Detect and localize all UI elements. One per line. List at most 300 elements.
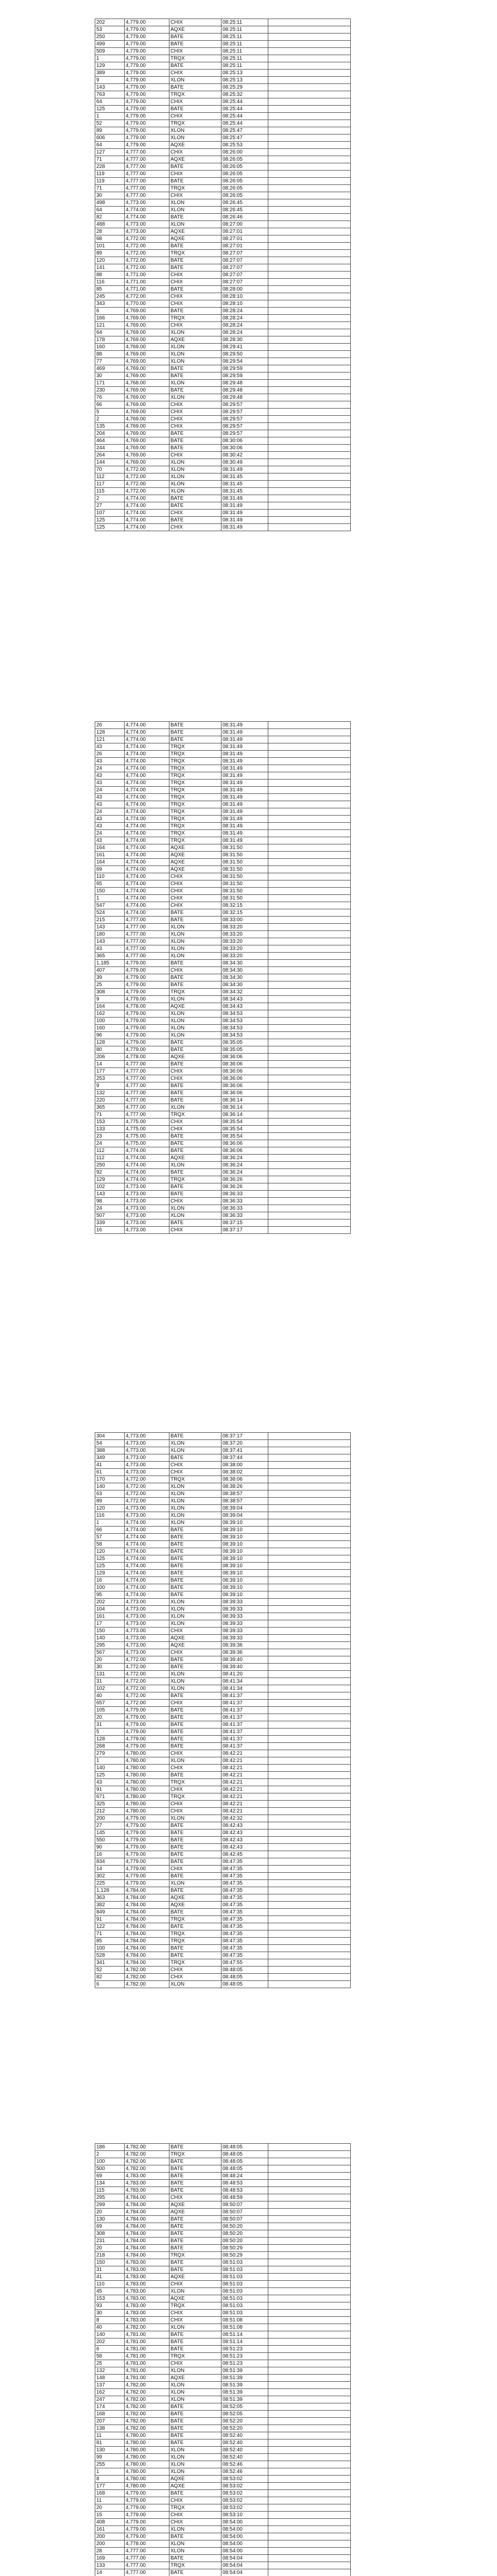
trade-quantity: 215 [95, 917, 125, 924]
trade-price: 4,774.00 [125, 1563, 169, 1570]
trade-price: 4,779.00 [125, 1844, 169, 1851]
trade-quantity: 218 [95, 2252, 125, 2259]
table-row [95, 2353, 351, 2360]
trade-quantity: 133 [95, 1126, 125, 1133]
trade-quantity: 488 [95, 221, 125, 228]
trade-time: 08:31:50 [221, 873, 268, 880]
trade-quantity: 349 [95, 1454, 125, 1462]
trade-price: 4,784.00 [125, 2238, 169, 2245]
empty-cell [268, 772, 351, 779]
trade-quantity: 9 [95, 996, 125, 1003]
trade-venue: XLON [169, 996, 221, 1003]
trade-venue: CHIX [169, 1700, 221, 1707]
table-row [95, 2504, 351, 2512]
table-row [95, 1577, 351, 1584]
trade-price: 4,782.00 [125, 1967, 169, 1974]
trade-venue: BATE [169, 2180, 221, 2187]
empty-cell [268, 524, 351, 531]
trade-venue: CHIX [169, 192, 221, 199]
table-row [95, 1714, 351, 1721]
trade-time: 08:42:21 [221, 1772, 268, 1779]
trade-quantity: 57 [95, 1534, 125, 1541]
trade-quantity: 24 [95, 1140, 125, 1147]
trade-venue: BATE [169, 1952, 221, 1959]
trade-time: 08:27:07 [221, 257, 268, 264]
trade-price: 4,777.00 [125, 945, 169, 953]
trade-price: 4,779.00 [125, 989, 169, 996]
trade-price: 4,779.00 [125, 1743, 169, 1750]
trade-quantity: 24 [95, 1205, 125, 1212]
trade-time: 08:42:32 [221, 1815, 268, 1822]
empty-cell [268, 1498, 351, 1505]
table-row [95, 106, 351, 113]
table-row [95, 1959, 351, 1967]
trade-quantity: 1 [95, 55, 125, 62]
trade-quantity: 61 [95, 1469, 125, 1476]
empty-cell [268, 960, 351, 967]
empty-cell [268, 1743, 351, 1750]
trade-venue: TRQX [169, 772, 221, 779]
trade-venue: BATE [169, 1534, 221, 1541]
trade-quantity: 177 [95, 1068, 125, 1075]
trade-venue: BATE [169, 2245, 221, 2252]
trade-price: 4,782.00 [125, 2165, 169, 2173]
table-row [95, 765, 351, 772]
trade-quantity: 8 [95, 2476, 125, 2483]
trade-price: 4,784.00 [125, 2223, 169, 2230]
trade-quantity: 388 [95, 1447, 125, 1454]
trade-price: 4,773.00 [125, 1512, 169, 1519]
empty-cell [268, 722, 351, 729]
trade-price: 4,774.00 [125, 816, 169, 823]
trade-venue: BATE [169, 372, 221, 380]
trade-quantity: 161 [95, 1613, 125, 1620]
table-row [95, 98, 351, 106]
empty-cell [268, 1198, 351, 1205]
empty-cell [268, 199, 351, 207]
trade-time: 08:31:50 [221, 844, 268, 852]
trade-venue: CHIX [169, 19, 221, 26]
trade-quantity: 63 [95, 1490, 125, 1498]
trade-price: 4,775.00 [125, 1140, 169, 1147]
trade-price: 4,773.00 [125, 1606, 169, 1613]
trade-venue: CHIX [169, 409, 221, 416]
trade-quantity: 99 [95, 2454, 125, 2461]
trade-time: 08:33:20 [221, 953, 268, 960]
trade-venue: BATE [169, 1584, 221, 1591]
empty-cell [268, 895, 351, 902]
trade-time: 08:34:32 [221, 989, 268, 996]
trade-time: 08:39:10 [221, 1534, 268, 1541]
trade-venue: XLON [169, 1205, 221, 1212]
trade-time: 08:28:10 [221, 300, 268, 308]
trade-quantity: 849 [95, 1909, 125, 1916]
trade-time: 08:50:29 [221, 2245, 268, 2252]
trade-time: 08:33:20 [221, 945, 268, 953]
trade-price: 4,783.00 [125, 2259, 169, 2266]
empty-cell [268, 1765, 351, 1772]
trade-venue: TRQX [169, 1793, 221, 1801]
table-row [95, 445, 351, 452]
trade-venue: AQXE [169, 1054, 221, 1061]
table-row [95, 1909, 351, 1916]
table-row [95, 2317, 351, 2324]
table-row [95, 344, 351, 351]
trade-quantity: 500 [95, 2165, 125, 2173]
trade-time: 08:31:49 [221, 751, 268, 758]
table-row [95, 1772, 351, 1779]
trade-venue: TRQX [169, 315, 221, 322]
table-row [95, 953, 351, 960]
trade-venue: XLON [169, 1613, 221, 1620]
table-row [95, 1916, 351, 1923]
trade-time: 08:41:20 [221, 1671, 268, 1678]
trade-table [95, 1432, 351, 1988]
trade-quantity: 200 [95, 1815, 125, 1822]
trade-venue: CHIX [169, 1866, 221, 1873]
table-row [95, 2144, 351, 2151]
trade-time: 08:25:11 [221, 26, 268, 33]
trade-quantity: 407 [95, 967, 125, 974]
table-row [95, 2173, 351, 2180]
table-row [95, 967, 351, 974]
empty-cell [268, 510, 351, 517]
trade-venue: XLON [169, 2454, 221, 2461]
empty-cell [268, 765, 351, 772]
trade-price: 4,777.00 [125, 924, 169, 931]
trade-venue: XLON [169, 1498, 221, 1505]
trade-venue: CHIX [169, 401, 221, 409]
trade-price: 4,780.00 [125, 2447, 169, 2454]
trade-time: 08:27:01 [221, 235, 268, 243]
table-row [95, 2562, 351, 2569]
trade-venue: XLON [169, 199, 221, 207]
trade-venue: CHIX [169, 880, 221, 888]
trade-venue: XLON [169, 1599, 221, 1606]
empty-cell [268, 106, 351, 113]
empty-cell [268, 329, 351, 336]
table-row [95, 1447, 351, 1454]
table-row [95, 981, 351, 989]
trade-venue: BATE [169, 33, 221, 41]
trade-time: 08:39:10 [221, 1591, 268, 1599]
trade-price: 4,779.00 [125, 120, 169, 127]
trade-price: 4,779.00 [125, 70, 169, 77]
empty-cell [268, 1219, 351, 1227]
trade-quantity: 71 [95, 156, 125, 163]
trade-quantity: 20 [95, 1656, 125, 1664]
trade-quantity: 31 [95, 1678, 125, 1685]
table-row [95, 1090, 351, 1097]
trade-time: 08:38:02 [221, 1469, 268, 1476]
trade-quantity: 133 [95, 2562, 125, 2569]
table-row [95, 2483, 351, 2490]
trade-venue: BATE [169, 2144, 221, 2151]
trade-price: 4,777.00 [125, 938, 169, 945]
empty-cell [268, 1082, 351, 1090]
empty-cell [268, 1104, 351, 1111]
empty-cell [268, 77, 351, 84]
table-row [95, 974, 351, 981]
trade-quantity: 64 [95, 329, 125, 336]
table-row [95, 989, 351, 996]
trade-time: 08:28:10 [221, 293, 268, 300]
table-row [95, 351, 351, 358]
trade-time: 08:36:06 [221, 1147, 268, 1155]
trade-venue: CHIX [169, 1801, 221, 1808]
trade-quantity: 120 [95, 1505, 125, 1512]
trade-time: 08:51:39 [221, 2396, 268, 2403]
trade-price: 4,772.00 [125, 481, 169, 488]
trade-price: 4,784.00 [125, 1938, 169, 1945]
trade-quantity: 110 [95, 2281, 125, 2288]
trade-price: 4,774.00 [125, 510, 169, 517]
trade-time: 08:51:08 [221, 2324, 268, 2331]
trade-time: 08:27:01 [221, 243, 268, 250]
trade-time: 08:51:08 [221, 2317, 268, 2324]
trade-time: 08:36:26 [221, 1183, 268, 1191]
trade-quantity: 325 [95, 1801, 125, 1808]
trade-time: 08:48:05 [221, 2151, 268, 2158]
trade-venue: BATE [169, 2165, 221, 2173]
trade-price: 4,774.00 [125, 779, 169, 787]
trade-time: 08:50:20 [221, 2230, 268, 2238]
trade-venue: AQXE [169, 2274, 221, 2281]
trade-quantity: 164 [95, 859, 125, 866]
table-row [95, 1548, 351, 1555]
trade-quantity: 228 [95, 163, 125, 171]
trade-time: 08:25:47 [221, 134, 268, 142]
table-row [95, 1570, 351, 1577]
trade-quantity: 85 [95, 1938, 125, 1945]
table-row [95, 91, 351, 98]
table-row [95, 1700, 351, 1707]
trade-price: 4,780.00 [125, 1757, 169, 1765]
table-row [95, 2512, 351, 2519]
empty-cell [268, 98, 351, 106]
trade-venue: AQXE [169, 2295, 221, 2302]
trade-time: 08:35:05 [221, 1039, 268, 1046]
trade-quantity: 120 [95, 1548, 125, 1555]
trade-price: 4,779.00 [125, 2504, 169, 2512]
table-row [95, 2526, 351, 2533]
table-row [95, 1765, 351, 1772]
empty-cell [268, 1649, 351, 1656]
table-row [95, 207, 351, 214]
trade-time: 08:36:24 [221, 1169, 268, 1176]
trade-venue: BATE [169, 1147, 221, 1155]
trade-price: 4,779.00 [125, 55, 169, 62]
trade-price: 4,778.00 [125, 2540, 169, 2548]
trade-time: 08:32:15 [221, 909, 268, 917]
trade-price: 4,779.00 [125, 48, 169, 55]
table-row [95, 837, 351, 844]
trade-venue: AQXE [169, 1902, 221, 1909]
table-row [95, 1018, 351, 1025]
trade-price: 4,777.00 [125, 178, 169, 185]
empty-cell [268, 2187, 351, 2194]
trade-time: 08:36:06 [221, 1068, 268, 1075]
trade-time: 08:26:45 [221, 199, 268, 207]
trade-venue: BATE [169, 437, 221, 445]
trade-price: 4,782.00 [125, 2144, 169, 2151]
trade-venue: TRQX [169, 779, 221, 787]
trade-price: 4,779.00 [125, 2497, 169, 2504]
trade-venue: TRQX [169, 1930, 221, 1938]
trade-venue: XLON [169, 1104, 221, 1111]
table-row [95, 2540, 351, 2548]
trade-quantity: 20 [95, 2504, 125, 2512]
trade-price: 4,779.00 [125, 1728, 169, 1736]
empty-cell [268, 2281, 351, 2288]
trade-price: 4,774.00 [125, 794, 169, 801]
trade-time: 08:48:05 [221, 2165, 268, 2173]
trade-quantity: 180 [95, 931, 125, 938]
trade-time: 08:51:23 [221, 2360, 268, 2367]
empty-cell [268, 430, 351, 437]
table-row [95, 192, 351, 199]
trade-quantity: 25 [95, 981, 125, 989]
table-row [95, 2519, 351, 2526]
trade-price: 4,783.00 [125, 2310, 169, 2317]
table-row [95, 459, 351, 466]
trade-quantity: 53 [95, 26, 125, 33]
trade-price: 4,773.00 [125, 1599, 169, 1606]
trade-price: 4,780.00 [125, 1808, 169, 1815]
trade-quantity: 104 [95, 1606, 125, 1613]
trade-quantity: 95 [95, 1591, 125, 1599]
table-row [95, 1967, 351, 1974]
table-row [95, 2194, 351, 2201]
trade-quantity: 206 [95, 1054, 125, 1061]
trade-venue: TRQX [169, 185, 221, 192]
trade-venue: XLON [169, 1010, 221, 1018]
trade-quantity: 121 [95, 736, 125, 743]
trade-venue: BATE [169, 1837, 221, 1844]
empty-cell [268, 279, 351, 286]
trade-time: 08:25:11 [221, 41, 268, 48]
trade-venue: BATE [169, 909, 221, 917]
trade-venue: BATE [169, 243, 221, 250]
trade-venue: XLON [169, 931, 221, 938]
empty-cell [268, 2331, 351, 2338]
empty-cell [268, 938, 351, 945]
trade-venue: CHIX [169, 1227, 221, 1234]
trade-quantity: 408 [95, 2519, 125, 2526]
trade-quantity: 115 [95, 2187, 125, 2194]
trade-venue: XLON [169, 924, 221, 931]
trade-price: 4,774.00 [125, 830, 169, 837]
empty-cell [268, 1563, 351, 1570]
empty-cell [268, 149, 351, 156]
trade-quantity: 77 [95, 358, 125, 365]
trade-price: 4,780.00 [125, 1750, 169, 1757]
trade-price: 4,769.00 [125, 416, 169, 423]
trade-venue: BATE [169, 1873, 221, 1880]
trade-price: 4,779.00 [125, 1714, 169, 1721]
trade-venue: BATE [169, 1454, 221, 1462]
trade-venue: CHIX [169, 2519, 221, 2526]
trade-venue: BATE [169, 2238, 221, 2245]
empty-cell [268, 2526, 351, 2533]
trade-time: 08:34:43 [221, 996, 268, 1003]
trade-venue: BATE [169, 1039, 221, 1046]
trade-price: 4,772.00 [125, 1692, 169, 1700]
trade-time: 08:48:05 [221, 1967, 268, 1974]
trade-time: 08:39:40 [221, 1664, 268, 1671]
trade-quantity: 116 [95, 1512, 125, 1519]
trade-time: 08:47:35 [221, 1945, 268, 1952]
table-row [95, 1097, 351, 1104]
trade-venue: XLON [169, 1519, 221, 1527]
trade-time: 08:41:37 [221, 1707, 268, 1714]
trade-venue: XLON [169, 953, 221, 960]
empty-cell [268, 1090, 351, 1097]
trade-time: 08:29:59 [221, 365, 268, 372]
trade-venue: AQXE [169, 2209, 221, 2216]
trade-venue: BATE [169, 1169, 221, 1176]
trade-time: 08:39:33 [221, 1628, 268, 1635]
trade-venue: BATE [169, 1945, 221, 1952]
trade-quantity: 170 [95, 1476, 125, 1483]
trade-time: 08:36:14 [221, 1111, 268, 1118]
trade-time: 08:31:45 [221, 473, 268, 481]
trade-quantity: 110 [95, 873, 125, 880]
trade-time: 08:50:07 [221, 2209, 268, 2216]
trade-price: 4,773.00 [125, 1613, 169, 1620]
trade-price: 4,779.00 [125, 134, 169, 142]
trade-price: 4,773.00 [125, 1440, 169, 1447]
trade-price: 4,773.00 [125, 1198, 169, 1205]
trade-venue: AQXE [169, 859, 221, 866]
table-row [95, 1133, 351, 1140]
trade-time: 08:41:37 [221, 1736, 268, 1743]
trade-quantity: 28 [95, 228, 125, 235]
trade-quantity: 127 [95, 149, 125, 156]
table-row [95, 142, 351, 149]
trade-time: 08:31:50 [221, 859, 268, 866]
empty-cell [268, 1032, 351, 1039]
trade-price: 4,769.00 [125, 308, 169, 315]
trade-time: 08:39:33 [221, 1613, 268, 1620]
empty-cell [268, 2310, 351, 2317]
trade-price: 4,777.00 [125, 953, 169, 960]
trade-quantity: 308 [95, 2230, 125, 2238]
trade-time: 08:36:06 [221, 1140, 268, 1147]
trade-venue: XLON [169, 2389, 221, 2396]
trade-quantity: 1 [95, 113, 125, 120]
trade-time: 08:36:24 [221, 1162, 268, 1169]
trade-price: 4,780.00 [125, 1765, 169, 1772]
trade-time: 08:31:49 [221, 830, 268, 837]
table-row [95, 1498, 351, 1505]
trade-time: 08:51:03 [221, 2295, 268, 2302]
trade-quantity: 70 [95, 466, 125, 473]
table-row [95, 293, 351, 300]
trade-time: 08:48:59 [221, 2194, 268, 2201]
table-row [95, 1527, 351, 1534]
trade-price: 4,782.00 [125, 2411, 169, 2418]
table-row [95, 1111, 351, 1118]
trade-price: 4,773.00 [125, 1462, 169, 1469]
trade-price: 4,779.00 [125, 1039, 169, 1046]
trade-time: 08:31:49 [221, 794, 268, 801]
trade-venue: BATE [169, 736, 221, 743]
empty-cell [268, 1111, 351, 1118]
empty-cell [268, 2353, 351, 2360]
trade-venue: BATE [169, 1133, 221, 1140]
empty-cell [268, 1147, 351, 1155]
